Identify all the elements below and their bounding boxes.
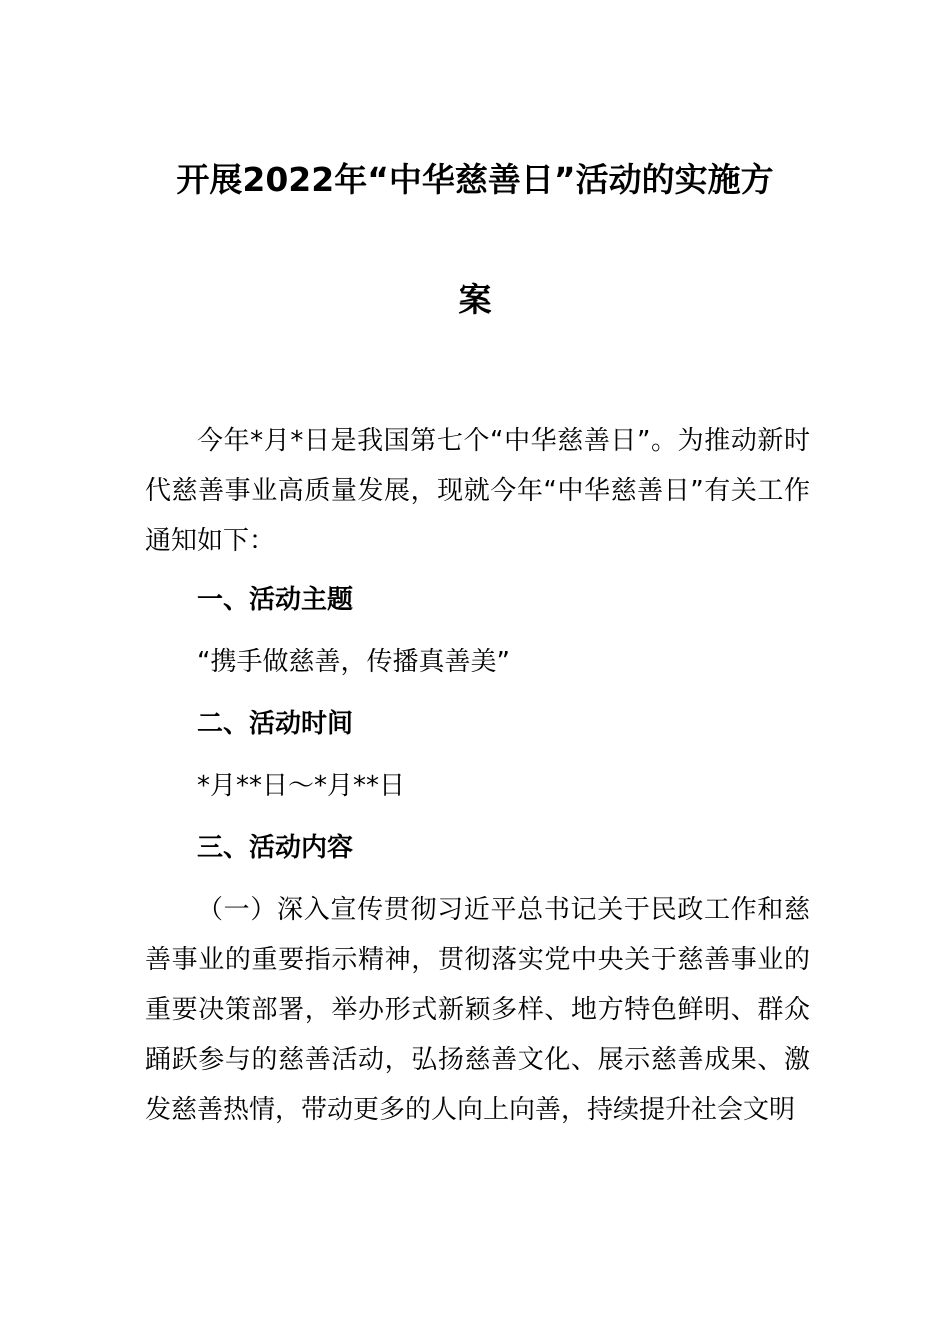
intro-text: 今年*月*日是我国第七个“中华慈善日”。为推动新时代慈善事业高质量发展，现就今年“中华慈善日”有关工作通知如下：	[145, 426, 810, 556]
intro-paragraph	[145, 416, 810, 566]
section-heading-theme: 一、活动主题	[197, 585, 354, 615]
activity-theme-text: “携手做慈善，传播真善美”	[197, 647, 510, 677]
section-heading-time: 二、活动时间	[197, 709, 354, 739]
section-heading-content: 三、活动内容	[197, 833, 354, 863]
activity-time-text: *月**日～*月**日	[197, 771, 406, 801]
document-title-line-1: 开展2022年“中华慈善日”活动的实施方	[176, 160, 774, 199]
content-paragraph	[145, 885, 810, 1135]
document-title-line-2: 案	[458, 280, 492, 319]
content-text: （一）深入宣传贯彻习近平总书记关于民政工作和慈善事业的重要指示精神，贯彻落实党中央关于慈善事业的重要决策部署，举办形式新颖多样、地方特色鲜明、群众踊跃参与的慈善活动，弘扬慈善文化、展示慈善成果、激发慈善热情，带动更多的人向上向善，持续提升社会文明	[145, 895, 810, 1125]
